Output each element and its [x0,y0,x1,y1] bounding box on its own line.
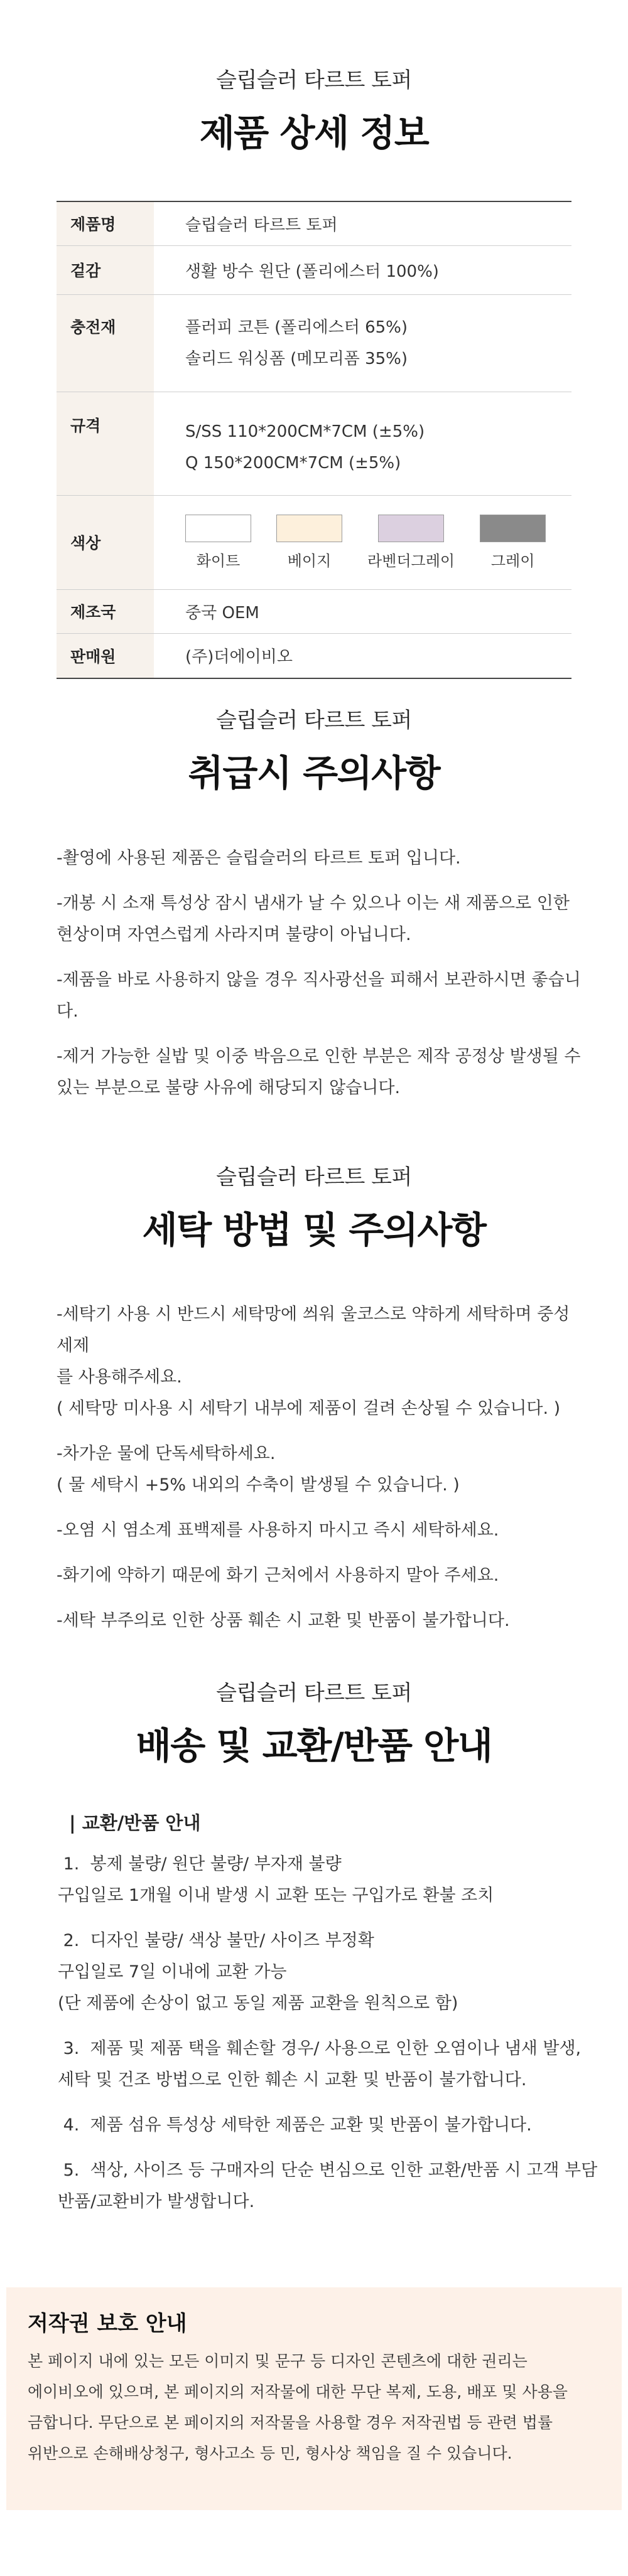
copyright-text [28,2346,600,2469]
wash-item [57,1605,584,1637]
spec-label: 충전재 [57,294,154,392]
product-info-subtitle: 슬립슬러 타르트 토퍼 [216,68,412,93]
spec-row-filling [57,294,571,392]
wash-item [57,1515,584,1546]
swatch-box [276,515,342,542]
care-list [57,843,584,1104]
returns-item-line: 구입일로 1개월 이내 발생 시 교환 또는 구입가로 환불 조치 [58,1886,494,1905]
color-swatch-lavender-gray [367,515,455,570]
care-item-line: -촬영에 사용된 제품은 슬립슬러의 타르트 토퍼 입니다. [57,848,461,868]
wash-item [57,1299,584,1424]
returns-item-line: 구입일로 7일 이내에 교환 가능 [58,1962,287,1982]
returns-item-line: (단 제품에 손상이 없고 동일 제품 교환을 원칙으로 함) [58,1994,458,2013]
spec-label: 색상 [57,495,154,589]
returns-item-line: 3. 제품 및 제품 택을 훼손할 경우/ 사용으로 인한 오염이나 냄새 발생, [58,2039,582,2058]
returns-item-line: 5. 색상, 사이즈 등 구매자의 단순 변심으로 인한 교환/반품 시 고객 부담 [58,2161,598,2180]
wash-item-line: -오염 시 염소계 표백제를 사용하지 마시고 즉시 세탁하세요. [57,1520,499,1540]
color-swatches [185,515,571,570]
spec-value-line: 솔리드 워싱폼 (메모리폼 35%) [185,349,408,368]
copyright-line: 에이비오에 있으며, 본 페이지의 저작물에 대한 무단 복제, 도용, 배포 및 사용을 [28,2383,568,2401]
returns-item-line: 1. 봉제 불량/ 원단 불량/ 부자재 불량 [58,1854,342,1874]
wash-title: 세탁 방법 및 주의사항 [142,1209,486,1251]
care-item-line: 있는 부분으로 불량 사유에 해당되지 않습니다. [57,1078,401,1098]
care-subtitle: 슬립슬러 타르트 토퍼 [216,708,412,733]
spec-row-name [57,201,571,245]
swatch-label: 화이트 [196,552,241,570]
care-item [57,1041,584,1104]
copyright-title: 저작권 보호 안내 [28,2311,187,2336]
spec-value: 슬립슬러 타르트 토퍼 [154,201,571,245]
wash-item-line: 를 사용해주세요. [57,1367,182,1387]
wash-item-line: ( 세탁망 미사용 시 세탁기 내부에 제품이 걸려 손상될 수 있습니다. ) [57,1399,561,1418]
color-swatch-beige [276,515,342,570]
spec-row-origin [57,589,571,633]
spec-label: 겉감 [57,245,154,294]
color-swatches-cell [154,495,571,589]
returns-item-line: 세탁 및 건조 방법으로 인한 훼손 시 교환 및 반품이 불가합니다. [58,2070,527,2090]
spec-value: (주)더에이비오 [154,633,571,678]
care-item [57,888,584,951]
color-swatch-gray [480,515,546,570]
spec-value [154,294,571,392]
care-item-line: -개봉 시 소재 특성상 잠시 냄새가 날 수 있으나 이는 새 제품으로 인한 [57,894,570,913]
wash-item-line: -세탁기 사용 시 반드시 세탁망에 씌워 울코스로 약하게 세탁하며 중성세제 [57,1305,570,1355]
wash-item [57,1438,584,1501]
returns-item [58,2110,585,2141]
returns-item-line: 반품/교환비가 발생합니다. [58,2192,255,2211]
spec-row-colors [57,495,571,589]
spec-row-shell [57,245,571,294]
shipping-subtitle: 슬립슬러 타르트 토퍼 [216,1681,412,1706]
spec-table [57,201,571,679]
wash-item-line: -차가운 물에 단독세탁하세요. [57,1444,276,1463]
shipping-header [0,1675,628,1769]
color-swatch-white [185,515,251,570]
spec-value: 생활 방수 원단 (폴리에스터 100%) [154,245,571,294]
wash-subtitle: 슬립슬러 타르트 토퍼 [216,1165,412,1190]
care-item [57,843,584,874]
wash-item-line: -세탁 부주의로 인한 상품 훼손 시 교환 및 반품이 불가합니다. [57,1611,510,1630]
spec-label: 규격 [57,392,154,495]
swatch-box [185,515,251,542]
product-info-title: 제품 상세 정보 [199,112,429,154]
swatch-label: 그레이 [490,552,535,570]
wash-item-line: ( 물 세탁시 +5% 내외의 수축이 발생될 수 있습니다. ) [57,1475,460,1495]
care-header [0,703,628,796]
wash-item-line: -화기에 약하기 때문에 화기 근처에서 사용하지 말아 주세요. [57,1566,499,1585]
spec-value-line: 플러피 코튼 (폴리에스터 65%) [185,318,408,337]
care-item-line: 현상이며 자연스럽게 사라지며 불량이 아닙니다. [57,925,411,944]
spec-label: 제품명 [57,201,154,245]
spec-value-line: Q 150*200CM*7CM (±5%) [185,453,401,473]
shipping-title: 배송 및 교환/반품 안내 [136,1724,492,1767]
swatch-label: 베이지 [287,552,332,570]
copyright-notice [6,2287,622,2510]
returns-item [58,2155,598,2218]
wash-item [57,1560,584,1591]
swatch-label: 라벤더그레이 [367,552,455,570]
returns-list [58,1849,598,2218]
spec-value: 중국 OEM [154,589,571,633]
product-info-header [0,63,628,156]
spec-row-seller [57,633,571,678]
copyright-line: 금합니다. 무단으로 본 페이지의 저작물을 사용할 경우 저작권법 등 관련 법률 [28,2413,553,2432]
copyright-line: 위반으로 손해배상청구, 형사고소 등 민, 형사상 책임을 질 수 있습니다. [28,2444,512,2462]
spec-value [154,392,571,495]
returns-item-line: 2. 디자인 불량/ 색상 불만/ 사이즈 부정확 [58,1931,374,1950]
returns-heading: | 교환/반품 안내 [69,1812,201,1834]
returns-item [58,1849,585,1911]
care-item [57,965,584,1027]
spec-label: 제조국 [57,589,154,633]
wash-header [0,1160,628,1253]
care-title: 취급시 주의사항 [188,752,440,794]
returns-item [58,2033,585,2096]
spec-row-size [57,392,571,495]
returns-item [58,1925,585,2019]
spec-value-line: S/SS 110*200CM*7CM (±5%) [185,422,425,441]
care-item-line: -제거 가능한 실밥 및 이중 박음으로 인한 부분은 제작 공정상 발생될 수 [57,1047,581,1066]
swatch-box [480,515,546,542]
returns-item-line: 4. 제품 섬유 특성상 세탁한 제품은 교환 및 반품이 불가합니다. [58,2115,532,2135]
spec-label: 판매원 [57,633,154,678]
care-item-line: -제품을 바로 사용하지 않을 경우 직사광선을 피해서 보관하시면 좋습니다. [57,970,581,1021]
copyright-line: 본 페이지 내에 있는 모든 이미지 및 문구 등 디자인 콘텐츠에 대한 권리는 [28,2352,528,2370]
swatch-box [378,515,444,542]
wash-list [57,1299,584,1637]
